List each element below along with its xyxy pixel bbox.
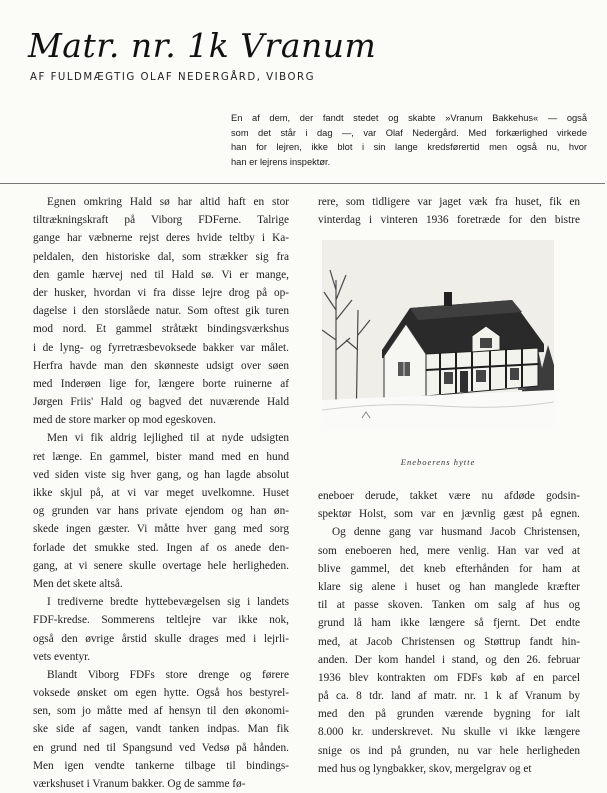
text-line: gang, at vi senere skulle overtage hele herligheden. [33, 559, 289, 572]
text-line: grund lå ham ikke længere så fjernt. Det endte [318, 617, 580, 630]
text-line: Men det skete altså. [33, 577, 123, 590]
divider-line [0, 183, 605, 184]
text-line: vinterdag i vinteren 1936 foretræde for den bistre [318, 214, 580, 227]
text-line: der husker, hvordan vi fra disse lejre drog på op- [33, 286, 289, 299]
photo-caption: Eneboerens hytte [400, 457, 476, 467]
text-line: i de lyng- og fyrretræsbevoksede bakker var målet. [33, 341, 289, 354]
text-line: ret længe. En gammel, bister mand med en hund [33, 450, 289, 463]
text-line: voksede ønsket om egen hytte. Også hos bestyrel- [33, 687, 289, 700]
text-line: eneboer derude, takket være nu afdøde godsin- [318, 490, 580, 502]
right-column-bottom-text [318, 487, 580, 778]
text-line: 1936 blev kontrakten om FDFs køb af en parcel [318, 671, 580, 684]
text-line: sen, som jo måtte med af hensyn til den økonomi- [33, 705, 289, 718]
text-line: med, at Jacob Christensen og Støttrup fandt hin- [318, 635, 580, 648]
text-line: rere, som tidligere var jaget væk fra huset, fik en [318, 196, 580, 208]
text-line: en grund ned til Spangsund ved Vedsø på hånden. [33, 741, 289, 754]
text-line: som eneboeren hed, mere venlig. Han var ved at [318, 544, 580, 557]
text-line: skede ingen gæster. Vi måtte hver gang med sorg [33, 523, 289, 536]
text-line: blive gammel, det kneb efterhånden for ham at [318, 562, 580, 575]
text-line: Herfra havde man den skønneste udsigt over søen [33, 359, 289, 372]
text-line: FDF-kredse. Sommerens teltlejre var ikke nok, [33, 614, 289, 627]
text-line: til at passe skoven. Tanken om salg af hus og [318, 599, 580, 612]
cottage-illustration [322, 240, 554, 430]
text-line: klare sig alene i huset og han manglede kræfter [318, 580, 580, 593]
text-line: værkshuset i Vranum bakker. Og de samme fø- [33, 778, 246, 790]
text-line: Og denne gang var husmand Jacob Christensen, [332, 526, 580, 539]
text-line: forlade det smukke sted. Ingen af os anede den- [33, 541, 289, 554]
text-line: mod nord. Et gammel stråtækt bindingsværkshus [33, 323, 289, 336]
text-line: snige os ind på grunden, nu var hele herligheden [318, 744, 580, 757]
text-line: og grunden var hans private ejendom og han øn- [33, 505, 289, 518]
text-line: Jørgen Friis' Hald og bagved det nuværende Hald [33, 396, 289, 409]
text-line: peldalen, den historiske dal, som strækker sig fra [33, 250, 289, 263]
text-line: på ca. 8 tdr. land af matr. nr. 1 k af Vranum by [318, 690, 580, 703]
text-line: ske side af sagen, vandt tanken indpas. Man fik [33, 723, 289, 736]
text-line: spektør Holst, som var en jævnlig gæst på egnen. [318, 508, 580, 521]
text-line: med den på grunden værende bygning for ialt [318, 708, 580, 721]
text-line: 8.000 kr. underskrevet. Nu skulle vi ikke længere [318, 726, 580, 739]
text-line: ved siden viste sig hver gang, og han lagde absolut [33, 468, 289, 481]
text-line: Blandt Viborg FDFs store drenge og førere [47, 668, 289, 681]
text-line: Men vi fik aldrig lejlighed til at nyde udsigten [47, 432, 289, 445]
text-line: Egnen omkring Hald sø har altid haft en stor [47, 196, 289, 208]
left-column-text [33, 193, 289, 793]
text-line: gange har væbnerne rejst deres hvide teltby i Ka- [33, 232, 289, 245]
text-line: ikke skjul på, at vi var meget uvelkomne. Huset [33, 487, 289, 499]
right-column-top-text [318, 193, 580, 229]
text-line: dagelse i den storslåede natur. Som oftest gik turen [33, 305, 289, 318]
text-line: I trediverne bredte hyttebevægelsen sig i landets [47, 596, 289, 609]
text-line: med hus og lyngbakker, skov, mergelgrav og et [318, 762, 532, 775]
intro-line: han for lejren, ikke blot i sin lange kredsførertid men også nu, hvor [231, 142, 587, 153]
intro-line: En af dem, der fandt stedet og skabte »Vranum Bakkehus« — også [231, 113, 587, 123]
text-line: anden. Der kom handel i stand, og den 26. februar [318, 653, 580, 666]
cottage-photo [322, 240, 554, 430]
intro-paragraph [231, 111, 587, 169]
text-line: med de store marker op mod egeskoven. [33, 414, 216, 427]
text-line: den gamle hærvej ned til Hald sø. Vi er mange, [33, 268, 289, 281]
text-line: med Inderøen lige for, længere borte ruinerne af [33, 377, 289, 390]
text-line: tiltrækningskraft på Viborg FDFerne. Talrige [33, 214, 289, 227]
text-line: også den øvrige årstid skulle drages med i lejrli- [33, 632, 289, 645]
text-line: Men igen vendte tankerne tilbage til bindings- [33, 759, 289, 772]
text-line: vets eventyr. [33, 650, 91, 663]
article-byline: AF FULDMÆGTIG OLAF NEDERGÅRD, VIBORG [30, 72, 315, 83]
intro-line: han er lejrens inspektør. [231, 156, 331, 167]
article-title: Matr. nr. 1k Vranum [28, 26, 377, 65]
intro-line: som det står i dag —, var Olaf Nedergård. Med forkærlighed virkede [231, 127, 587, 138]
